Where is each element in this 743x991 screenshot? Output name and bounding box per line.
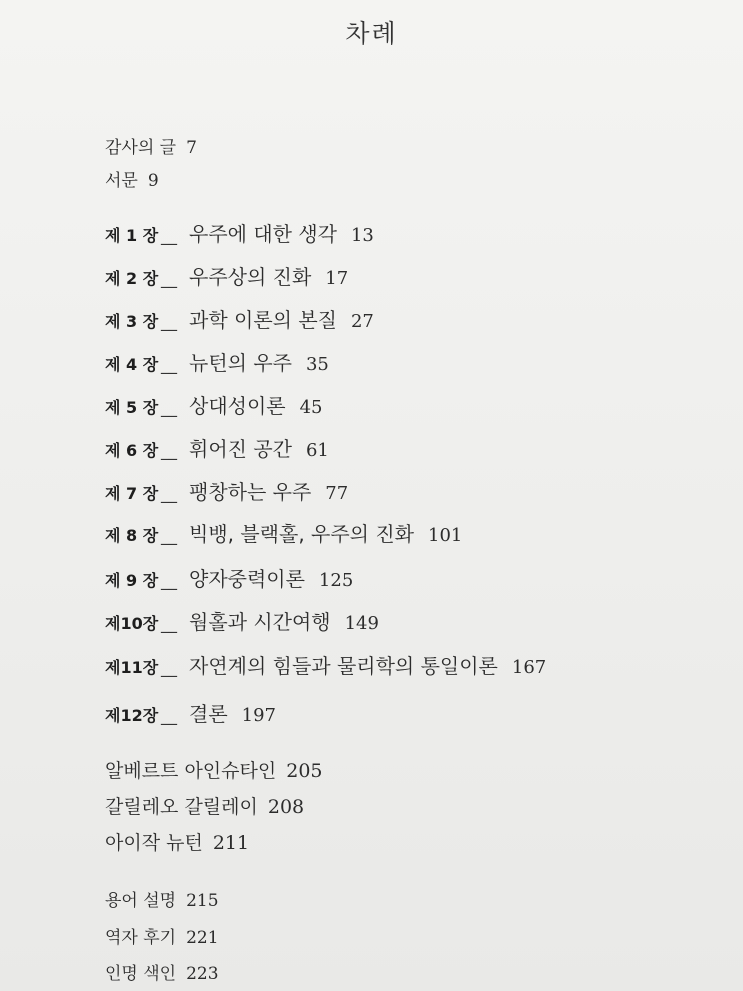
entry-page: 208 bbox=[267, 796, 305, 818]
toc-chapter-11 bbox=[105, 650, 546, 679]
toc-entry-einstein bbox=[105, 756, 323, 783]
page-title: 차례 bbox=[345, 19, 398, 48]
entry-page: 215 bbox=[186, 891, 219, 911]
toc-chapter-2 bbox=[105, 261, 348, 290]
chapter-separator: __ bbox=[161, 571, 177, 590]
chapter-label: 제 9 장 bbox=[105, 571, 159, 590]
chapter-title: 빅뱅, 블랙홀, 우주의 진화 bbox=[189, 522, 414, 546]
chapter-label: 제 2 장 bbox=[105, 269, 159, 288]
chapter-label: 제 6 장 bbox=[105, 441, 159, 460]
toc-chapter-6 bbox=[105, 433, 329, 462]
chapter-separator: __ bbox=[161, 269, 177, 288]
chapter-title: 우주에 대한 생각 bbox=[189, 222, 337, 246]
toc-entry-name-index bbox=[105, 959, 219, 984]
toc-chapter-9 bbox=[105, 563, 353, 592]
entry-page: 211 bbox=[212, 832, 250, 854]
chapter-separator: __ bbox=[161, 658, 177, 677]
chapter-label: 제 8 장 bbox=[105, 526, 159, 545]
toc-entry-newton bbox=[105, 828, 249, 855]
chapter-label: 제 1 장 bbox=[105, 226, 159, 245]
toc-entry-translator-afterword bbox=[105, 923, 219, 948]
chapter-title: 휘어진 공간 bbox=[189, 437, 292, 461]
entry-page: 9 bbox=[147, 171, 159, 191]
chapter-title: 결론 bbox=[189, 702, 228, 726]
chapter-page: 125 bbox=[318, 570, 354, 591]
toc-chapter-3 bbox=[105, 304, 374, 333]
toc-chapter-5 bbox=[105, 390, 323, 419]
toc-entry-glossary bbox=[105, 886, 219, 911]
chapter-label: 제12장 bbox=[105, 706, 159, 725]
toc-entry-acknowledgements bbox=[105, 133, 197, 158]
chapter-page: 61 bbox=[305, 440, 329, 461]
entry-title: 갈릴레오 갈릴레이 bbox=[105, 796, 258, 818]
entry-title: 역자 후기 bbox=[105, 928, 177, 948]
entry-title: 감사의 글 bbox=[105, 138, 177, 158]
chapter-separator: __ bbox=[161, 484, 177, 503]
chapter-title: 우주상의 진화 bbox=[189, 265, 312, 289]
chapter-page: 149 bbox=[344, 613, 379, 634]
toc-entry-galileo bbox=[105, 792, 304, 819]
chapter-label: 제 4 장 bbox=[105, 355, 159, 374]
chapter-title: 뉴턴의 우주 bbox=[189, 351, 292, 375]
entry-title: 아이작 뉴턴 bbox=[105, 832, 203, 854]
toc-chapter-12 bbox=[105, 698, 276, 727]
chapter-page: 77 bbox=[325, 483, 349, 504]
entry-page: 205 bbox=[286, 760, 323, 782]
chapter-page: 167 bbox=[511, 657, 547, 678]
chapter-separator: __ bbox=[161, 312, 177, 331]
chapter-page: 101 bbox=[428, 525, 463, 546]
chapter-separator: __ bbox=[161, 441, 177, 460]
chapter-title: 웜홀과 시간여행 bbox=[189, 610, 331, 634]
chapter-separator: __ bbox=[161, 398, 177, 417]
chapter-title: 상대성이론 bbox=[189, 394, 286, 418]
chapter-separator: __ bbox=[161, 706, 177, 725]
chapter-page: 45 bbox=[299, 397, 323, 418]
chapter-page: 17 bbox=[325, 268, 349, 289]
entry-page: 7 bbox=[186, 138, 197, 158]
toc-chapter-4 bbox=[105, 347, 329, 376]
chapter-separator: __ bbox=[161, 614, 177, 633]
chapter-page: 197 bbox=[241, 705, 276, 726]
chapter-label: 제10장 bbox=[105, 614, 159, 633]
chapter-separator: __ bbox=[161, 226, 177, 245]
chapter-title: 자연계의 힘들과 물리학의 통일이론 bbox=[189, 654, 498, 678]
toc-chapter-10 bbox=[105, 606, 379, 635]
chapter-page: 27 bbox=[350, 311, 374, 332]
chapter-separator: __ bbox=[161, 355, 177, 374]
toc-chapter-7 bbox=[105, 476, 348, 505]
chapter-label: 제 5 장 bbox=[105, 398, 159, 417]
entry-title: 알베르트 아인슈타인 bbox=[105, 760, 277, 782]
chapter-title: 양자중력이론 bbox=[189, 567, 305, 591]
chapter-page: 35 bbox=[305, 354, 329, 375]
entry-page: 223 bbox=[186, 964, 219, 984]
toc-chapter-8 bbox=[105, 518, 462, 547]
toc-chapter-1 bbox=[105, 218, 374, 247]
chapter-title: 과학 이론의 본질 bbox=[189, 308, 337, 332]
entry-title: 인명 색인 bbox=[105, 964, 177, 984]
toc-entry-preface bbox=[105, 166, 159, 191]
chapter-label: 제11장 bbox=[105, 658, 159, 677]
chapter-title: 팽창하는 우주 bbox=[189, 480, 312, 504]
chapter-label: 제 3 장 bbox=[105, 312, 159, 331]
entry-title: 용어 설명 bbox=[105, 891, 177, 911]
entry-page: 221 bbox=[186, 928, 219, 948]
chapter-page: 13 bbox=[350, 225, 374, 246]
entry-title: 서문 bbox=[105, 171, 138, 191]
chapter-separator: __ bbox=[161, 526, 177, 545]
chapter-label: 제 7 장 bbox=[105, 484, 159, 503]
